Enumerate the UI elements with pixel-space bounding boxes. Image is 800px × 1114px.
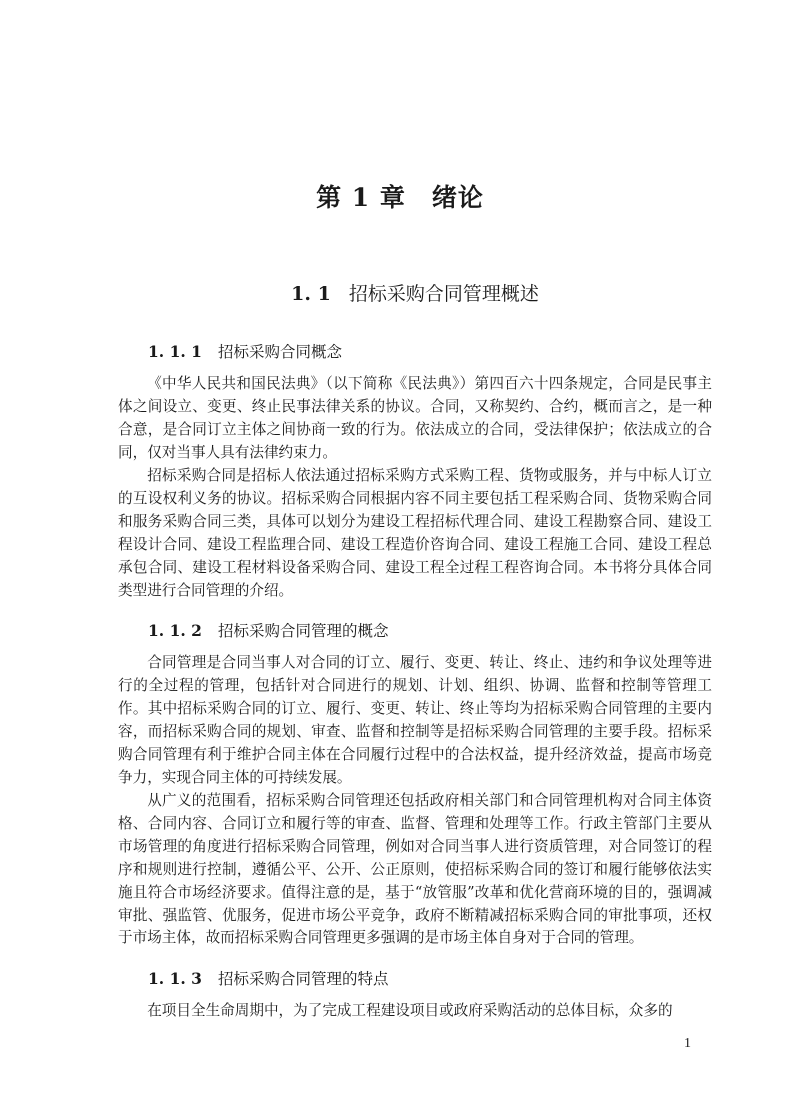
subsection-heading-1-1-2 xyxy=(148,619,388,641)
chapter-number: 第 1 章 xyxy=(316,183,406,212)
subsection-heading-1-1-1 xyxy=(148,340,342,362)
paragraph: 从广义的范围看，招标采购合同管理还包括政府相关部门和合同管理机构对合同主体资格、合同内容、合同订立和履行等的审查、监督、管理和处理等工作。行政主管部门主要从市场管理的角度进行招标采购合同管理，例如对合同当事人进行资质管理，对合同签订的程序和规则进行控制，遵循公平、公开、公正原则，使招标采购合同的签订和履行能够依法实施且符合市场经济要求。值得注意的是，基于“放管服”改革和优化营商环境的目的，强调减审批、强监管、优服务，促进市场公平竞争，政府不断精减招标采购合同的审批事项，还权于市场主体，故而招标采购合同管理更多强调的是市场主体自身对于合同的管理。 xyxy=(118,792,712,947)
subsection-heading-1-1-3 xyxy=(148,967,388,989)
subsection-title: 招标采购合同管理的特点 xyxy=(217,970,389,988)
paragraph: 合同管理是合同当事人对合同的订立、履行、变更、转让、终止、违约和争议处理等进行的全过程的管理，包括针对合同进行的规划、计划、组织、协调、监督和控制等管理工作。其中招标采购合同的订立、履行、变更、转让、终止等均为招标采购合同管理的主要内容，而招标采购合同的规划、审查、监督和控制等是招标采购合同管理的主要手段。招标采购合同管理有利于维护合同主体在合同履行过程中的合法权益，提升经济效益，提高市场竞争力，实现合同主体的可持续发展。 xyxy=(118,654,712,786)
subsection-number: 1. 1. 2 xyxy=(148,621,202,640)
section-title xyxy=(0,279,800,306)
paragraph: 招标采购合同是招标人依法通过招标采购方式采购工程、货物或服务，并与中标人订立的互设权利义务的协议。招标采购合同根据内容不同主要包括工程采购合同、货物采购合同和服务采购合同三类，具体可以划分为建设工程招标代理合同、建设工程勘察合同、建设工程设计合同、建设工程监理合同、建设工程造价咨询合同、建设工程施工合同、建设工程总承包合同、建设工程材料设备采购合同、建设工程全过程工程咨询合同。本书将分具体合同类型进行合同管理的介绍。 xyxy=(118,467,712,599)
subsection-title: 招标采购合同管理的概念 xyxy=(217,622,389,640)
subsection-title: 招标采购合同概念 xyxy=(217,343,342,361)
subsection-number: 1. 1. 1 xyxy=(148,342,202,361)
paragraph: 在项目全生命周期中，为了完成工程建设项目或政府采购活动的总体目标，众多的 xyxy=(147,1002,673,1019)
chapter-name: 绪论 xyxy=(431,183,484,212)
chapter-title xyxy=(0,178,800,214)
section-number: 1. 1 xyxy=(291,283,331,305)
page-number: 1 xyxy=(684,1036,691,1051)
subsection-number: 1. 1. 3 xyxy=(148,969,202,988)
paragraph: 《中华人民共和国民法典》（以下简称《民法典》）第四百六十四条规定，合同是民事主体之间设立、变更、终止民事法律关系的协议。合同，又称契约、合约，概而言之，是一种合意，是合同订立主体之间协商一致的行为。依法成立的合同，受法律保护；依法成立的合同，仅对当事人具有法律约束力。 xyxy=(118,375,712,461)
section-name: 招标采购合同管理概述 xyxy=(348,283,539,305)
